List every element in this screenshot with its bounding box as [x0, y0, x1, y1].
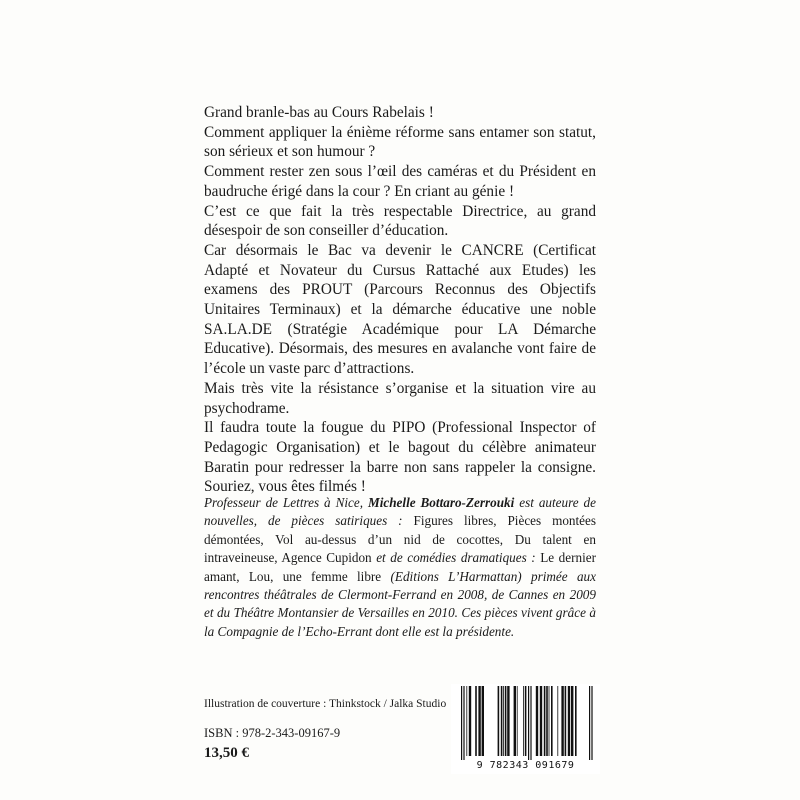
barcode-bar [498, 686, 500, 756]
barcode-bar [501, 686, 503, 756]
author-bio [204, 494, 596, 641]
bio-role: est auteure de nouvelles, de pièces satiriques : [204, 495, 597, 529]
price: 13,50 € [204, 745, 249, 761]
barcode-bar [568, 686, 570, 756]
barcode-bar [575, 686, 577, 756]
barcode-bar [482, 686, 484, 756]
barcode-bar [549, 686, 550, 756]
barcode-bar [525, 686, 527, 756]
cover-illustration-credit: Illustration de couverture : Thinkstock / Jalka Studio [204, 698, 447, 710]
blurb-paragraph: Grand branle-bas au Cours Rabelais ! [204, 104, 434, 121]
barcode-bar [466, 686, 467, 756]
barcode-bar [523, 686, 524, 756]
barcode-bar [517, 686, 518, 756]
blurb-paragraph: Car désormais le Bac va devenir le CANCRE (Certificat Adapté et Novateur du Cursus Rattaché aux Etudes) les examens des PROUT (Parcours Reconnus des Objectifs Unitaires Terminaux) et la démarche éducative une noble SA.LA.DE (Stratégie Académique pour LA Démarche Educative). Désormais, des mesures en avalanche vont faire de l’école un vaste parc d’attractions. [204, 241, 596, 378]
bio-publisher: (Editions L’Harmattan) [390, 568, 522, 584]
barcode-bar [505, 686, 507, 756]
blurb-text [204, 103, 596, 497]
barcode-bar [514, 686, 516, 756]
barcode-bar [540, 686, 542, 756]
barcode-bar [589, 686, 590, 760]
blurb-paragraph: Comment rester zen sous l’œil des caméras et du Président en baudruche érigé dans la cour ? En criant au génie ! [204, 163, 596, 200]
barcode-bar [463, 686, 464, 760]
barcode-bar [530, 686, 531, 760]
barcode-bar [571, 686, 573, 756]
isbn: ISBN : 978-2-343-09167-9 [204, 726, 341, 740]
barcode-bar [503, 686, 504, 756]
barcode-bar [551, 686, 553, 756]
barcode-bar [546, 686, 548, 756]
barcode-bar [544, 686, 546, 756]
barcode-bars [451, 684, 600, 760]
barcode-bar [478, 686, 480, 756]
barcode-bar [557, 686, 558, 756]
bio-intro: Professeur de Lettres à Nice, [204, 495, 364, 510]
barcode-bar [461, 686, 462, 760]
barcode-bar [536, 686, 538, 756]
blurb-paragraph: C’est ce que fait la très respectable Directrice, au grand désespoir de son conseiller d’éducation. [204, 202, 596, 240]
blurb-paragraph: Comment appliquer la énième réforme sans entamer son statut, son sérieux et son humour ? [204, 123, 596, 161]
blurb-paragraph: Mais très vite la résistance s’organise et la situation vire au psychodrame. [204, 379, 596, 417]
bio-dramatic-intro: et de comédies dramatiques : [376, 550, 536, 566]
barcode-bar [475, 686, 477, 756]
barcode-bar [528, 686, 529, 760]
bio-awards: primée aux rencontres théâtrales de Clermont-Ferrand en 2008, de Cannes en 2009 et du Théâtre Montansier de Versailles en 2010. Ces pièces vivent grâce à la Compagnie de l’Echo-Errant dont elle est la présidente. [204, 568, 596, 639]
barcode-digits: 9 782343 091679 [476, 760, 575, 771]
barcode-bar [469, 686, 471, 756]
barcode-bar [507, 686, 509, 756]
barcode-bar [561, 686, 563, 756]
barcode [451, 684, 600, 774]
barcode-bar [565, 686, 567, 756]
bio-satirical-works: Figures libres, Pièces montées démontées, Vol au-dessus d’un nid de cocottes, Du talent en intraveineuse, Agence Cupidon [204, 513, 597, 566]
blurb-paragraph: Il faudra toute la fougue du PIPO (Professional Inspector of Pedagogic Organisation) et le bagout du célèbre animateur Baratin pour redresser la barre non sans rappeler la consigne. Souriez, vous êtes filmés ! [204, 419, 596, 496]
author-bio-paragraph [204, 494, 596, 641]
bio-dramatic-works: Le dernier amant, Lou, une femme libre [204, 550, 597, 584]
author-name: Michelle Bottaro-Zerrouki [367, 495, 515, 510]
barcode-bar [591, 686, 592, 760]
